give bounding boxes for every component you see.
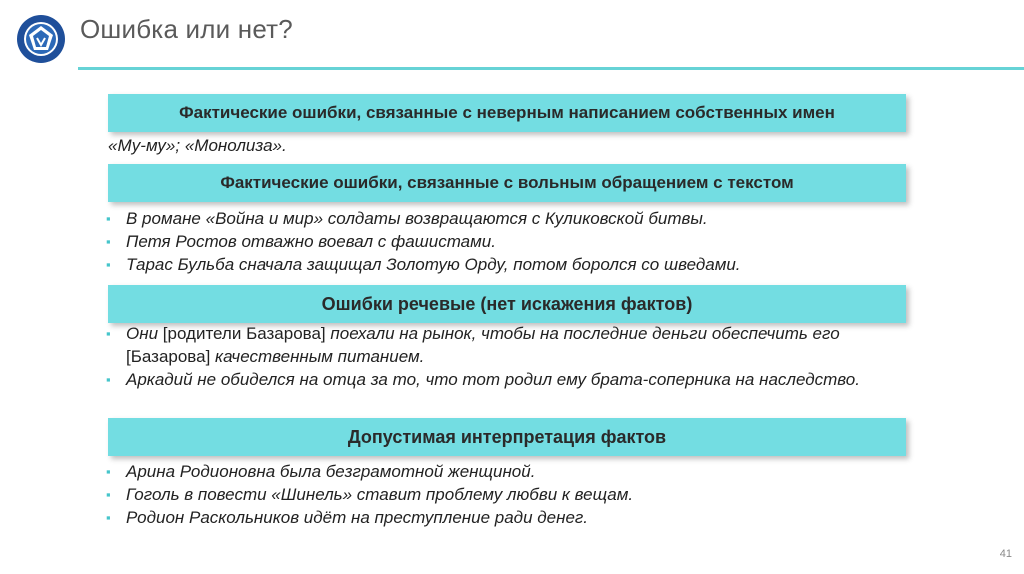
list-item: ▪ В романе «Война и мир» солдаты возвращаются с Куликовской битвы. [106,209,708,228]
bullet-icon: ▪ [106,326,111,341]
bullet-icon: ▪ [106,234,111,249]
heading-band-text: Фактические ошибки, связанные с вольным обращением с текстом [108,164,906,202]
slide-title: Ошибка или нет? [80,14,293,44]
bullet-icon: ▪ [106,257,111,272]
list-item: ▪ Гоголь в повести «Шинель» ставит проблему любви к вещам. [106,485,634,504]
seal-icon [16,14,66,64]
list-item: ▪ Родион Раскольников идёт на преступление ради денег. [106,508,589,527]
logo [16,14,66,64]
example-line: «Му-му»; «Монолиза». [108,136,287,155]
list-speech-errors [104,322,894,391]
list-item: ▪ Арина Родионовна была безграмотной женщиной. [106,462,536,481]
bullet-icon: ▪ [106,372,111,387]
bullet-icon: ▪ [106,510,111,525]
list-text-errors [104,207,741,276]
bullet-icon: ▪ [106,487,111,502]
heading-band-names: Фактические ошибки, связанные с неверным написанием собственных имен [108,94,906,132]
title-divider [78,67,1024,70]
list-item: ▪ Петя Ростов отважно воевал с фашистами. [106,232,496,251]
list-item: ▪ Они [родители Базарова] поехали на рынок, чтобы на последние деньги обеспечить его [Базарова] качественным питанием. [106,324,840,366]
list-item: ▪ Аркадий не обиделся на отца за то, что тот родил ему брата-соперника на наследство. [106,370,860,389]
heading-band-interpretation: Допустимая интерпретация фактов [108,418,906,456]
bullet-icon: ▪ [106,211,111,226]
heading-band-speech: Ошибки речевые (нет искажения фактов) [108,285,906,323]
list-interpretation [104,460,633,529]
bullet-icon: ▪ [106,464,111,479]
page-number: 41 [999,548,1012,560]
list-item: ▪ Тарас Бульба сначала защищал Золотую Орду, потом боролся со шведами. [106,255,741,274]
